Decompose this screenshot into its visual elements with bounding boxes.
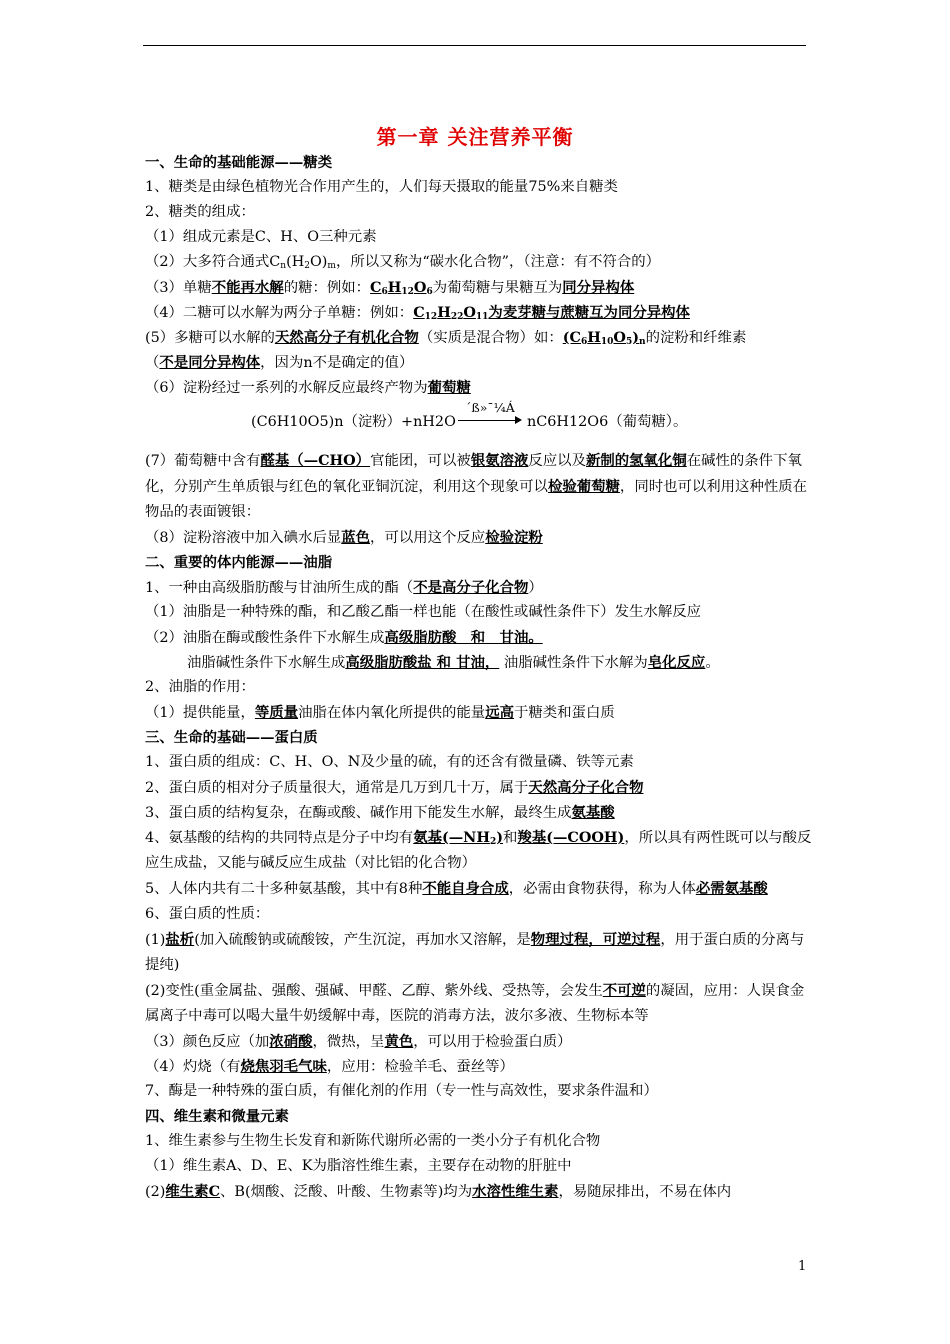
paragraph: （1）提供能量，等质量油脂在体内氧化所提供的能量远高于糖类和蛋白质 bbox=[145, 704, 615, 721]
paragraph: (7）葡萄糖中含有醛基（—CHO）官能团，可以被银氨溶液反应以及新制的氢氧化铜在碱性的条件下氧化，分别产生单质银与红色的氧化亚铜沉淀，利用这个现象可以检验葡萄糖，同时也可以利用这种性质在物品的表面镀银： bbox=[145, 452, 808, 520]
equation-reactants: (C6H10O5)n（淀粉）+nH2O bbox=[251, 414, 456, 430]
paragraph: (2)维生素C、B(烟酸、泛酸、叶酸、生物素等)均为水溶性维生素，易随尿排出，不易在体内 bbox=[145, 1183, 732, 1200]
paragraph: (2)变性(重金属盐、强酸、强碱、甲醛、乙醇、紫外线、受热等，会发生不可逆的凝固，应用：人误食金属离子中毒可以喝大量牛奶缓解中毒，医院的消毒方法，波尔多液、生物标本等 bbox=[145, 982, 805, 1024]
document-body bbox=[145, 150, 813, 1204]
paragraph: （8）淀粉溶液中加入碘水后显蓝色，可以用这个反应检验淀粉 bbox=[145, 529, 543, 546]
section-heading: 一、生命的基础能源——糖类 bbox=[145, 154, 333, 171]
paragraph: （4）二糖可以水解为两分子单糖：例如：$C_{12}H_{22}O_{11}$为麦芽糖与蔗糖互为同分异构体 bbox=[145, 304, 690, 322]
paragraph: 2、糖类的组成： bbox=[145, 204, 255, 220]
paragraph: 1、糖类是由绿色植物光合作用产生的，人们每天摄取的能量75%来自糖类 bbox=[145, 179, 618, 195]
paragraph: 5、人体内共有二十多种氨基酸，其中有8种不能自身合成，必需由食物获得，称为人体必需氨基酸 bbox=[145, 880, 768, 897]
paragraph: (1)盐析(加入硫酸钠或硫酸铵，产生沉淀，再加水又溶解，是物理过程，可逆过程，用于蛋白质的分离与提纯) bbox=[145, 931, 805, 973]
paragraph: 2、蛋白质的相对分子质量很大，通常是几万到几十万，属于天然高分子化合物 bbox=[145, 779, 644, 796]
paragraph: （1）维生素A、D、E、K为脂溶性维生素，主要存在动物的肝脏中 bbox=[145, 1158, 572, 1174]
paragraph: （不是同分异构体，因为n不是确定的值） bbox=[145, 354, 414, 371]
paragraph: 2、油脂的作用： bbox=[145, 679, 255, 695]
paragraph: （4）灼烧（有烧焦羽毛气味，应用：检验羊毛、蚕丝等） bbox=[145, 1058, 514, 1075]
reaction-arrow bbox=[456, 400, 524, 426]
paragraph: （2）油脂在酶或酸性条件下水解生成高级脂肪酸 和 甘油。 bbox=[145, 629, 543, 646]
paragraph: （1）组成元素是C、H、O三种元素 bbox=[145, 229, 377, 245]
section-heading: 三、生命的基础——蛋白质 bbox=[145, 729, 318, 746]
paragraph: 1、维生素参与生物生长发育和新陈代谢所必需的一类小分子有机化合物 bbox=[145, 1133, 601, 1149]
paragraph: 3、蛋白质的结构复杂，在酶或酸、碱作用下能发生水解，最终生成氨基酸 bbox=[145, 804, 615, 821]
chapter-title: 第一章 关注营养平衡 bbox=[376, 125, 574, 149]
header-rule bbox=[143, 45, 806, 46]
paragraph: 4、氨基酸的结构的共同特点是分子中均有氨基$(—NH_2)$和羧基(—COOH)，所以具有两性既可以与酸反应生成盐，又能与碱反应生成盐（对比铝的化合物） bbox=[145, 829, 812, 871]
paragraph: （2）大多符合通式$C_n(H_2O)_m$，所以又称为“碳水化合物”，（注意：有不符合的） bbox=[145, 254, 661, 271]
paragraph: 7、酶是一种特殊的蛋白质，有催化剂的作用（专一性与高效性，要求条件温和） bbox=[145, 1083, 658, 1099]
section-heading: 四、维生素和微量元素 bbox=[145, 1108, 289, 1125]
page-number: 1 bbox=[798, 1259, 807, 1274]
paragraph: （3）颜色反应（加浓硝酸，微热，呈黄色，可以用于检验蛋白质） bbox=[145, 1033, 572, 1050]
paragraph: 6、蛋白质的性质： bbox=[145, 906, 270, 922]
paragraph: （3）单糖不能再水解的糖：例如：$C_6H_{12}O_6$为葡萄糖与果糖互为同分异构体 bbox=[145, 279, 635, 297]
paragraph: （6）淀粉经过一系列的水解反应最终产物为葡萄糖 bbox=[145, 379, 471, 396]
paragraph: (5）多糖可以水解的天然高分子有机化合物（实质是混合物）如：$(C_6H_{10}O_5)_n$的淀粉和纤维素 bbox=[145, 329, 747, 347]
section-heading: 二、重要的体内能源——油脂 bbox=[145, 554, 333, 571]
equation-products: nC6H12O6（葡萄糖）。 bbox=[527, 414, 688, 430]
arrow-icon bbox=[456, 416, 524, 426]
paragraph: 油脂碱性条件下水解生成高级脂肪酸盐 和 甘油， 油脂碱性条件下水解为皂化反应。 bbox=[187, 654, 720, 671]
paragraph: 1、蛋白质的组成：C、H、O、N及少量的硫，有的还含有微量磷、铁等元素 bbox=[145, 754, 634, 770]
hydrolysis-equation bbox=[145, 400, 813, 448]
catalyst-label: ´ß»¯¼Á bbox=[465, 400, 515, 415]
paragraph: 1、一种由高级脂肪酸与甘油所生成的酯（不是高分子化合物） bbox=[145, 579, 543, 596]
paragraph: （1）油脂是一种特殊的酯，和乙酸乙酯一样也能（在酸性或碱性条件下）发生水解反应 bbox=[145, 604, 702, 620]
